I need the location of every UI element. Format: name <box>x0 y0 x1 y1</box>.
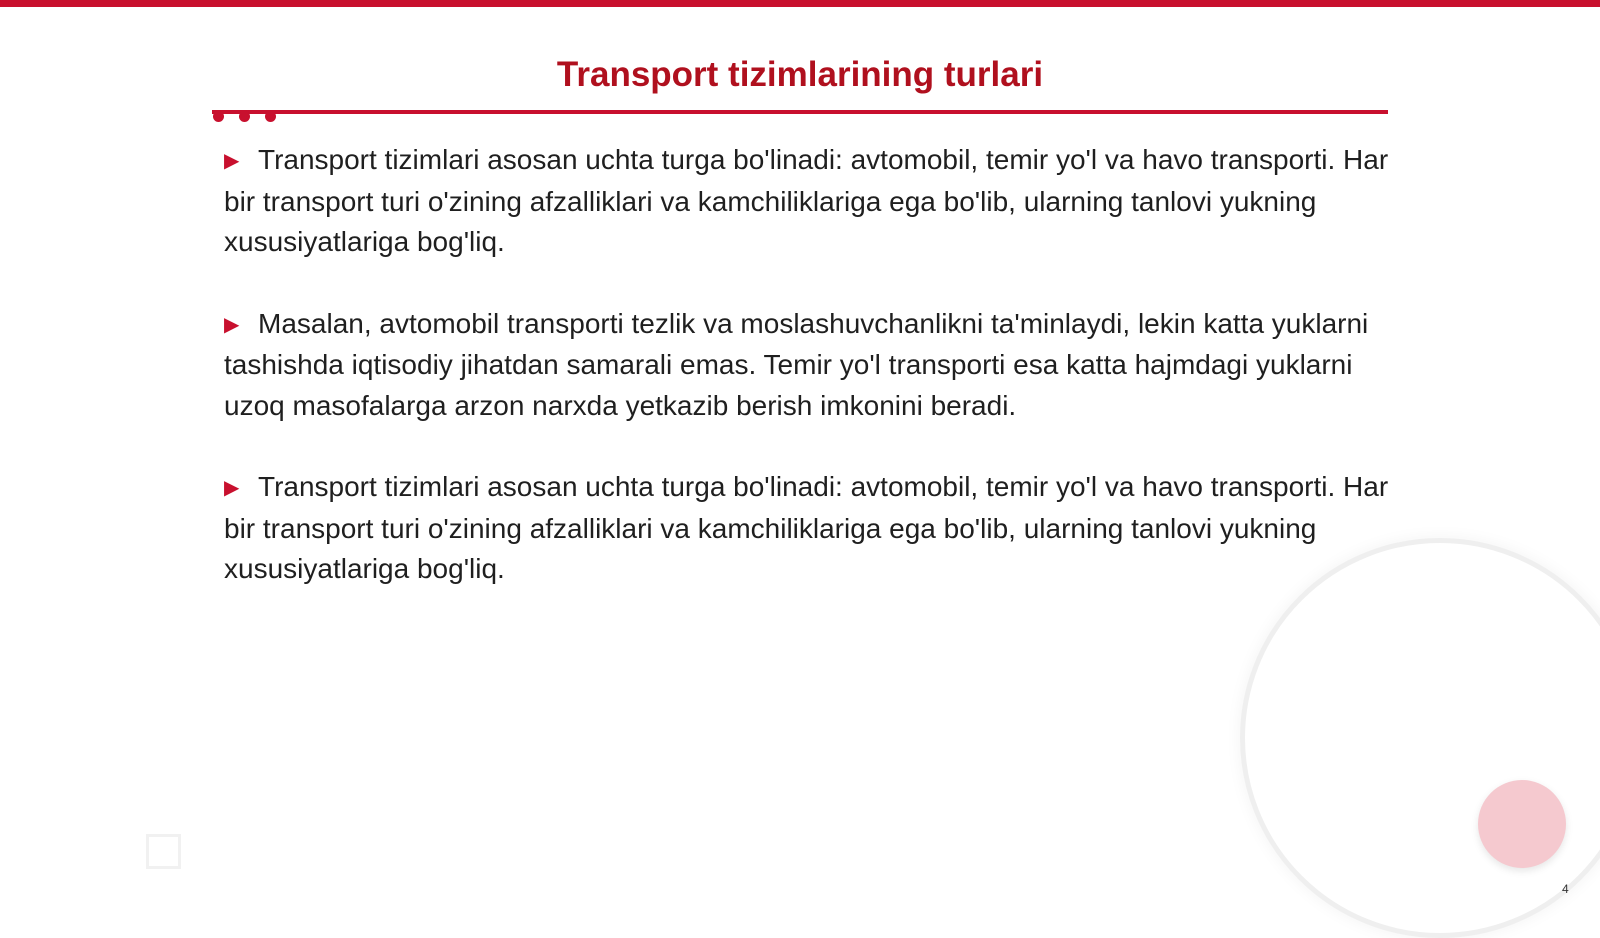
decorative-square <box>146 834 181 869</box>
page-number: 4 <box>1562 882 1569 896</box>
underline-dot <box>213 111 224 122</box>
top-accent-bar <box>0 0 1600 7</box>
title-underline <box>212 110 1388 114</box>
bullet-text: Transport tizimlari asosan uchta turga bo'linadi: avtomobil, temir yo'l va havo transporti. Har bir transport turi o'zining afzalliklari va kamchiliklariga ega bo'lib, ularning tanlovi yukning xususiyatlariga bog'liq. <box>224 144 1389 257</box>
play-triangle-icon: ▶ <box>224 313 240 336</box>
bullet-text: Masalan, avtomobil transporti tezlik va moslashuvchanlikni ta'minlaydi, lekin katta yuklarni tashishda iqtisodiy jihatdan samarali emas. Temir yo'l transporti esa katta hajmdagi yuklarni uzoq masofalarga arzon narxda yetkazib berish imkonini beradi. <box>224 307 1369 421</box>
play-triangle-icon: ▶ <box>224 150 240 172</box>
bullet-text: Transport tizimlari asosan uchta turga bo'linadi: avtomobil, temir yo'l va havo transporti. Har bir transport turi o'zining afzalliklari va kamchiliklariga ega bo'lib, ularning tanlovi yukning xususiyatlariga bog'liq. <box>224 471 1389 584</box>
underline-dot <box>239 111 250 122</box>
bullet-list <box>224 140 1394 631</box>
bullet-item <box>224 467 1394 590</box>
underline-dot <box>265 111 276 122</box>
decorative-circle <box>1478 780 1566 868</box>
bullet-item <box>224 304 1394 427</box>
bullet-item <box>224 140 1394 263</box>
play-triangle-icon: ▶ <box>224 477 240 499</box>
slide-title: Transport tizimlarining turlari <box>556 55 1044 94</box>
